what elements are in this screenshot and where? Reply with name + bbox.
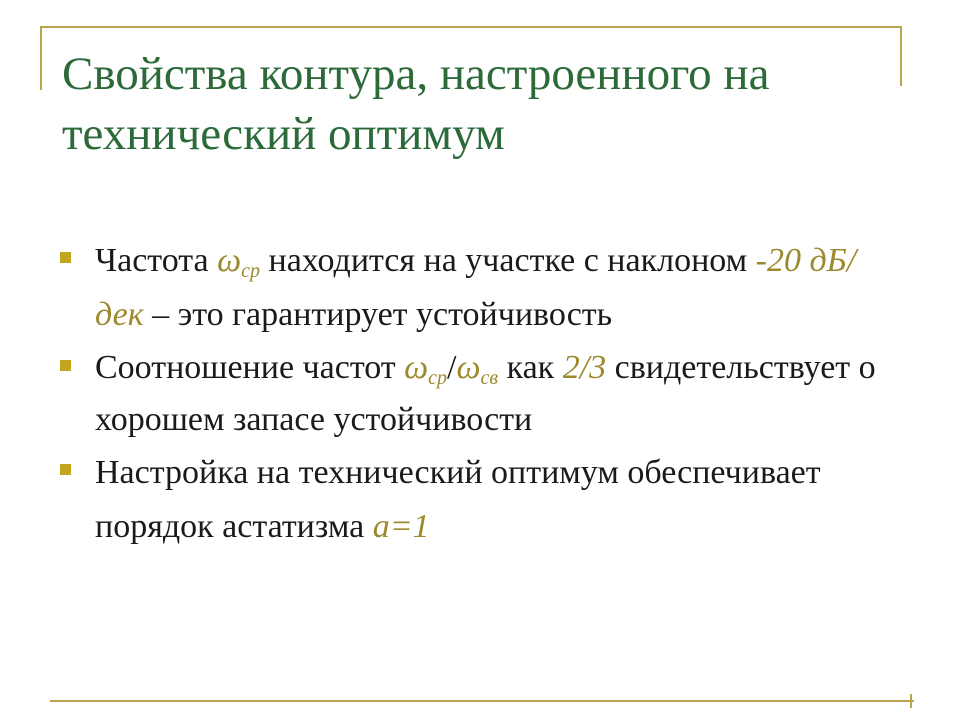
- omega-symbol: $\omega_{ср}$: [404, 349, 448, 389]
- frame-line-left: [40, 26, 42, 90]
- ratio-slash: /: [447, 349, 457, 386]
- bullet-text: Соотношение частот: [95, 349, 405, 386]
- omega-subscript: св: [480, 367, 499, 389]
- slope-value: -20 дБ/дек: [95, 242, 857, 333]
- bullet-text: как: [498, 349, 563, 386]
- bullet-text: Настройка на технический оптимум обеспечивает порядок астатизма: [95, 454, 821, 545]
- square-bullet-icon: [60, 360, 71, 371]
- astatism-order-value: a=1: [372, 508, 430, 545]
- slide-title: Свойства контура, настроенного на технический оптимум: [62, 48, 770, 160]
- ratio-value: 2/3: [562, 349, 607, 386]
- omega-symbol: $\omega_{ср}$: [217, 242, 261, 282]
- frame-line-top: [40, 26, 902, 28]
- frame-line-bottom: [50, 700, 914, 702]
- square-bullet-icon: [60, 252, 71, 263]
- omega-symbol: $\omega_{св}$: [456, 349, 499, 389]
- omega-subscript: ср: [241, 260, 261, 282]
- bullet-text: Частота: [95, 242, 218, 279]
- bullet-item-frequency-ratio: [60, 342, 900, 446]
- bullet-item-crossover-frequency: [60, 234, 900, 342]
- bullet-text: – это гарантирует устойчивость: [143, 296, 613, 333]
- bullet-text: свидетельствует о хорошем запасе устойчивости: [95, 349, 876, 438]
- frame-tick-bottom-right: [910, 694, 912, 708]
- square-bullet-icon: [60, 464, 71, 475]
- bullet-list: [60, 234, 900, 554]
- omega-subscript: ср: [428, 367, 448, 389]
- bullet-text: находится на участке с наклоном: [260, 242, 756, 279]
- bullet-item-astatism-order: [60, 446, 900, 554]
